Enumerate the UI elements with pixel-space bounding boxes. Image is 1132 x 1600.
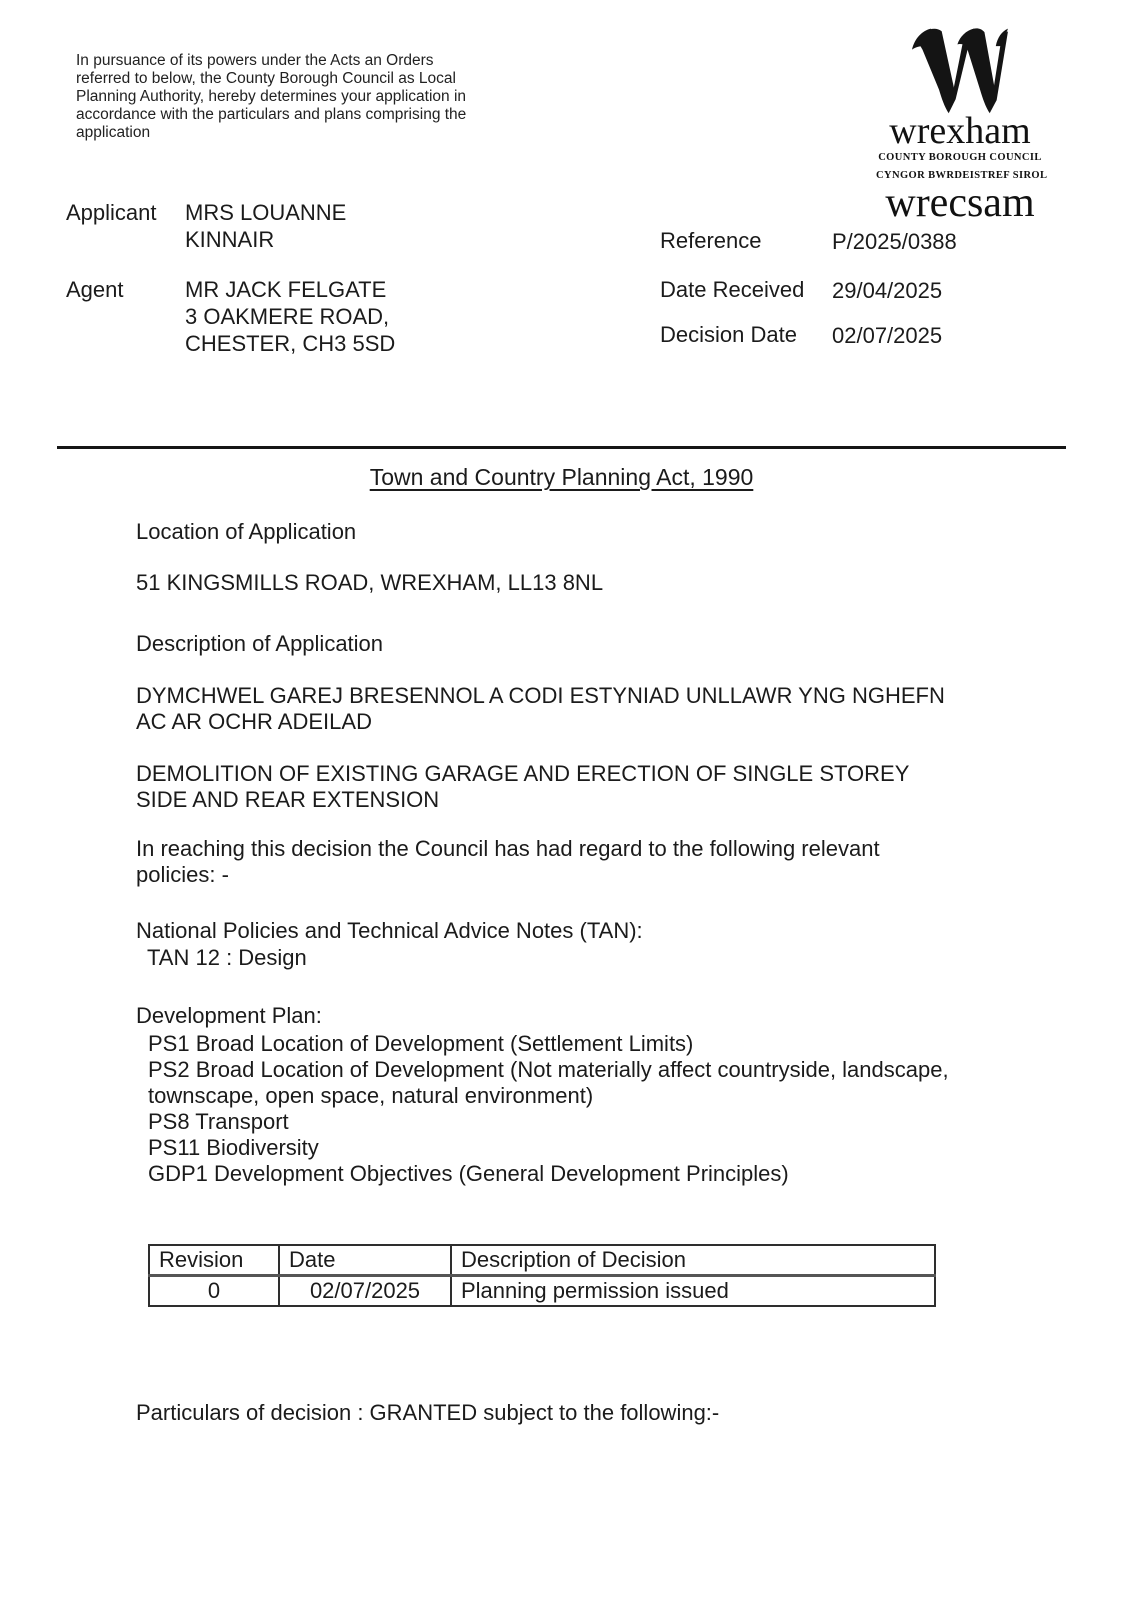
particulars-of-decision: Particulars of decision : GRANTED subject to the following:- bbox=[136, 1400, 720, 1425]
logo-wordmark-welsh: wrecsam bbox=[885, 180, 1035, 226]
revision-table-row bbox=[149, 1276, 935, 1307]
agent-label: Agent bbox=[66, 277, 124, 302]
wrexham-w-icon bbox=[912, 24, 1008, 124]
applicant-name-line: KINNAIR bbox=[185, 227, 275, 252]
description-cell: Planning permission issued bbox=[451, 1276, 935, 1307]
date-received-label: Date Received bbox=[660, 277, 805, 302]
horizontal-divider bbox=[57, 446, 1066, 449]
agent-address-line: MR JACK FELGATE bbox=[185, 277, 387, 302]
agent-address-line: 3 OAKMERE ROAD, bbox=[185, 304, 390, 329]
logo-wordmark-english: wrexham bbox=[889, 110, 1031, 152]
decision-date-label: Decision Date bbox=[660, 322, 797, 347]
description-heading: Description of Application bbox=[136, 631, 384, 656]
revision-column-header: Revision bbox=[149, 1245, 279, 1276]
development-plan-list bbox=[148, 1031, 978, 1187]
revision-cell: 0 bbox=[149, 1276, 279, 1307]
national-policies-list bbox=[147, 945, 967, 971]
date-cell: 02/07/2025 bbox=[279, 1276, 451, 1307]
revision-table bbox=[148, 1244, 936, 1307]
decision-date-value: 02/07/2025 bbox=[832, 323, 943, 348]
applicant-name-line: MRS LOUANNE bbox=[185, 200, 347, 225]
national-policy-item: TAN 12 : Design bbox=[147, 945, 307, 970]
location-value: 51 KINGSMILLS ROAD, WREXHAM, LL13 8NL bbox=[136, 570, 604, 595]
applicant-name bbox=[185, 199, 346, 253]
location-heading: Location of Application bbox=[136, 519, 357, 544]
intro-paragraph: In pursuance of its powers under the Acts an Orders referred to below, the County Borough Council as Local Planning Authority, hereby determines your application in accordance with the particulars and plans comprising the application bbox=[76, 52, 467, 141]
logo-council-line-english: COUNTY BOROUGH COUNCIL bbox=[878, 152, 1042, 163]
development-plan-item: PS11 Biodiversity bbox=[148, 1135, 319, 1160]
revision-table-header-row bbox=[149, 1245, 935, 1276]
reference-value: P/2025/0388 bbox=[832, 229, 957, 254]
reference-label: Reference bbox=[660, 228, 762, 253]
development-plan-item: GDP1 Development Objectives (General Development Principles) bbox=[148, 1161, 789, 1186]
description-english: DEMOLITION OF EXISTING GARAGE AND ERECTION OF SINGLE STOREY SIDE AND REAR EXTENSION bbox=[136, 761, 909, 812]
act-title bbox=[57, 464, 1066, 491]
act-title-text: Town and Country Planning Act, 1990 bbox=[369, 464, 754, 490]
logo-council-line-welsh: CYNGOR BWRDEISTREF SIROL bbox=[876, 169, 1048, 181]
national-policies-heading: National Policies and Technical Advice Notes (TAN): bbox=[136, 918, 643, 943]
development-plan-item: PS8 Transport bbox=[148, 1109, 289, 1134]
date-column-header: Date bbox=[279, 1245, 451, 1276]
description-column-header: Description of Decision bbox=[451, 1245, 935, 1276]
date-received-value: 29/04/2025 bbox=[832, 278, 943, 303]
agent-address-line: CHESTER, CH3 5SD bbox=[185, 331, 396, 356]
applicant-label: Applicant bbox=[66, 200, 157, 225]
agent-address bbox=[185, 276, 395, 357]
description-welsh: DYMCHWEL GAREJ BRESENNOL A CODI ESTYNIAD UNLLAWR YNG NGHEFN AC AR OCHR ADEILAD bbox=[136, 683, 945, 734]
policies-intro: In reaching this decision the Council has had regard to the following relevant policies: - bbox=[136, 836, 880, 887]
development-plan-item: PS1 Broad Location of Development (Settlement Limits) bbox=[148, 1031, 694, 1056]
development-plan-item: PS2 Broad Location of Development (Not materially affect countryside, landscape, townscape, open space, natural environment) bbox=[148, 1057, 949, 1108]
development-plan-heading: Development Plan: bbox=[136, 1003, 322, 1028]
council-logo bbox=[876, 24, 1048, 226]
